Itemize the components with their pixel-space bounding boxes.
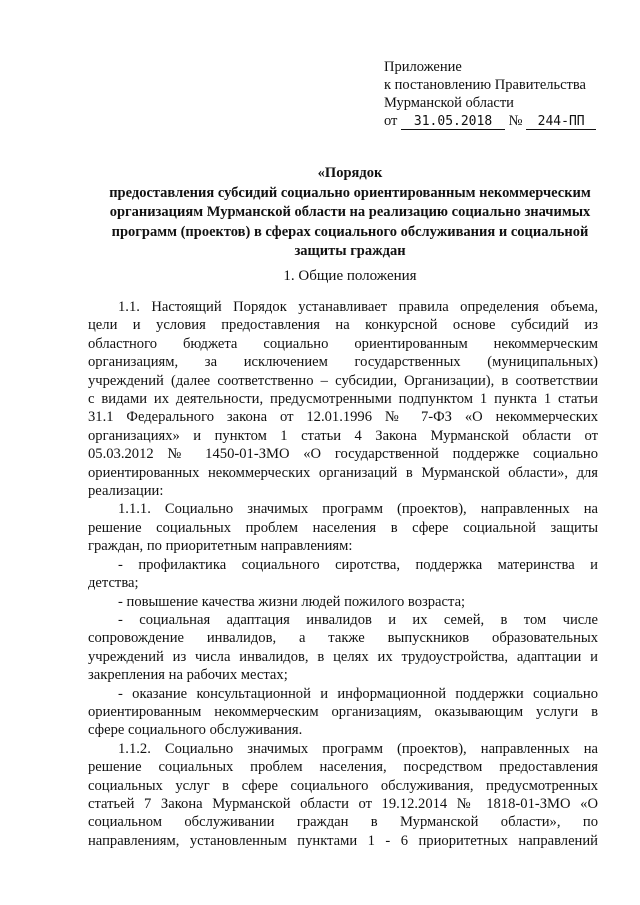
text-line: ориентированным некоммерческим организациям, оказывающим услуги в: [88, 703, 598, 720]
text-line: 31.1 Федерального закона от 12.01.1996 № 7-ФЗ «О некоммерческих: [88, 409, 598, 426]
text-line: учреждений (далее соответственно – субсидии, Организации), в соответствии: [88, 372, 598, 389]
text-line: цели и условия предоставления на конкурсной основе субсидий из: [88, 317, 598, 334]
text-line: сфере социального обслуживания.: [88, 722, 303, 739]
text-line: решение социальных проблем населения, посредством предоставления: [88, 759, 598, 776]
resolution-number: 244-ПП: [526, 114, 596, 130]
resolution-date: 31.05.2018: [401, 114, 505, 130]
section-heading: 1. Общие положения: [283, 268, 417, 284]
text-line: граждан, по приоритетным направлениям:: [88, 538, 353, 555]
appendix-label: Приложение: [384, 59, 462, 75]
text-line: - профилактика социального сиротства, поддержка материнства и: [118, 556, 598, 573]
paragraph-1-1-2: [88, 740, 598, 850]
text-line: направлениям, установленным пунктами 1 - 6 приоритетных направлений: [88, 832, 598, 849]
text-line: социальных услуг в сфере социального обслуживания, предусмотренных: [88, 777, 598, 794]
document-body: [88, 298, 598, 850]
text-line: - повышение качества жизни людей пожилого возраста;: [118, 593, 466, 610]
list-item-disabled-adaptation: [88, 611, 598, 685]
text-line: - социальная адаптация инвалидов и их семей, в том числе: [118, 611, 598, 628]
text-line: сопровождение инвалидов, а также выпускников образовательных: [88, 630, 598, 647]
appendix-header: [384, 58, 624, 130]
paragraph-1-1-1: [88, 500, 598, 555]
document-title: [80, 164, 620, 262]
appendix-region-line: Мурманской области: [384, 95, 514, 111]
text-line: - оказание консультационной и информационной поддержки социально: [118, 685, 598, 702]
text-line: ориентированных некоммерческих организаций в Мурманской области», для: [88, 464, 598, 481]
text-line: детства;: [88, 575, 139, 592]
title-line-3: организациям Мурманской области на реализацию социально значимых: [109, 204, 591, 220]
number-label: №: [508, 113, 523, 129]
text-line: областного бюджета социально ориентированным некоммерческим: [88, 335, 598, 352]
appendix-date-line: [384, 112, 624, 130]
paragraph-1-1: [88, 298, 598, 500]
text-line: 05.03.2012 № 1450-01-ЗМО «О государственной поддержке социально: [88, 446, 598, 463]
list-item-consulting-support: [88, 685, 598, 740]
title-line-4: программ (проектов) в сферах социального обслуживания и социальной: [111, 223, 589, 240]
text-line: 1.1.2. Социально значимых программ (проектов), направленных на: [118, 740, 598, 757]
list-item-orphanhood: [88, 556, 598, 593]
text-line: решение социальных проблем населения в сфере социальной защиты: [88, 519, 598, 536]
text-line: реализации:: [88, 483, 164, 500]
title-line-5: защиты граждан: [294, 243, 406, 259]
text-line: организациях» и пунктом 1 статьи 4 Закона Мурманской области от: [88, 427, 598, 444]
text-line: с видами их деятельности, предусмотренными подпунктом 1 пункта 1 статьи: [88, 391, 598, 408]
text-line: 1.1. Настоящий Порядок устанавливает правила определения объема,: [118, 299, 598, 315]
appendix-resolution-line: к постановлению Правительства: [384, 77, 586, 93]
text-line: закрепления на рабочих местах;: [88, 667, 288, 684]
title-line-1: «Порядок: [317, 165, 383, 181]
text-line: учреждений из числа инвалидов, в целях их трудоустройства, адаптации и: [88, 648, 598, 665]
text-line: социальном обслуживании граждан в Мурманской области», по: [88, 814, 598, 831]
title-line-2: предоставления субсидий социально ориентированным некоммерческим: [109, 184, 591, 201]
text-line: 1.1.1. Социально значимых программ (проектов), направленных на: [118, 501, 598, 518]
list-item-elderly: [88, 593, 598, 611]
text-line: статьей 7 Закона Мурманской области от 19.12.2014 № 1818-01-ЗМО «О: [88, 795, 598, 812]
text-line: организациям, за исключением государственных (муниципальных): [88, 354, 598, 371]
date-prefix: от: [384, 113, 398, 129]
